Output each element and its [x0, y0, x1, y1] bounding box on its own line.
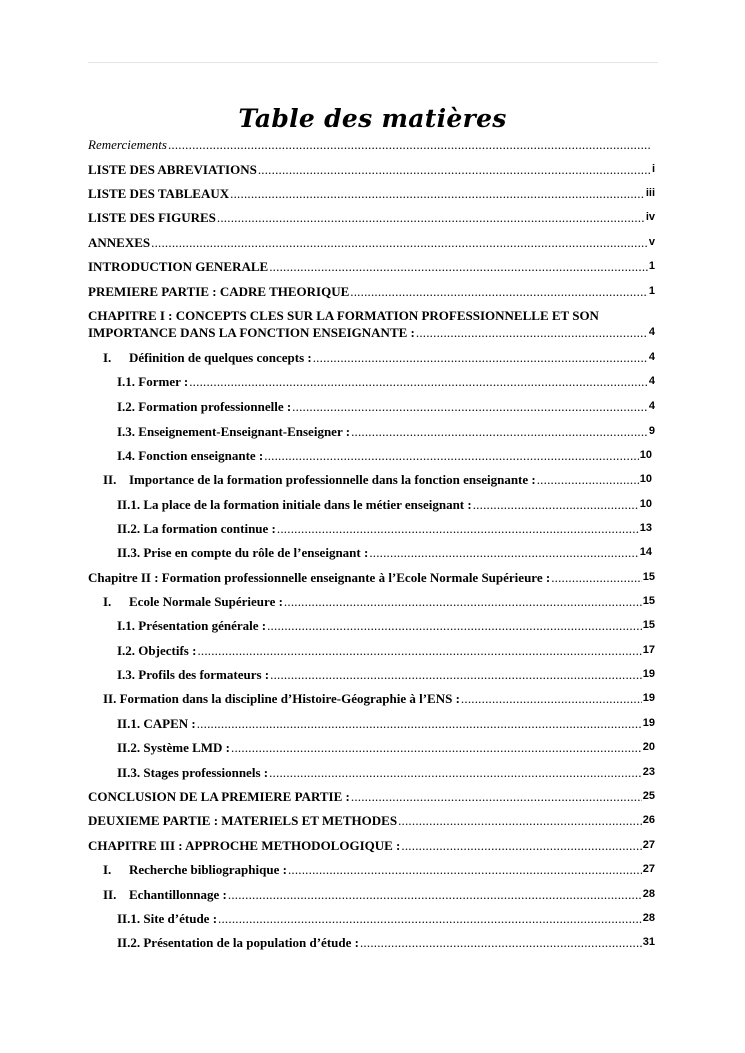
- toc-entry-profils-formateurs[interactable]: [117, 667, 655, 682]
- toc-page-number: 1: [648, 285, 655, 297]
- toc-page-number: 1: [648, 260, 655, 272]
- toc-page-number: 15: [642, 571, 655, 583]
- toc-entry-systeme-lmd[interactable]: [117, 740, 655, 755]
- toc-leader: [401, 838, 641, 853]
- toc-entry-recherche-bibliographique[interactable]: [103, 862, 655, 877]
- page-header-rule: [88, 62, 658, 63]
- toc-entry-number: II.: [103, 887, 117, 902]
- toc-entry-formation-initiale[interactable]: [117, 497, 652, 512]
- toc-entry-label: ANNEXES: [88, 235, 151, 250]
- toc-page-number: 4: [648, 375, 655, 387]
- toc-page-number: 4: [648, 326, 655, 338]
- toc-page-number: 31: [642, 936, 655, 948]
- toc-leader: [351, 789, 642, 804]
- toc-entry-text: Recherche bibliographique :: [129, 862, 287, 877]
- toc-entry-label: II.3. Prise en compte du rôle de l’enseignant :: [117, 545, 369, 560]
- toc-leader: [360, 935, 642, 950]
- toc-entry-importance-formation[interactable]: [103, 472, 652, 487]
- toc-entry-label: II.1. Site d’étude :: [117, 911, 218, 926]
- toc-entry-label: LISTE DES FIGURES: [88, 210, 216, 225]
- toc-entry-chapitre-3[interactable]: [88, 838, 655, 853]
- toc-leader: [258, 162, 651, 177]
- toc-entry-label: [103, 594, 283, 609]
- toc-entry-liste-tableaux[interactable]: [88, 186, 655, 201]
- toc-entry-label: I.1. Former :: [117, 374, 189, 389]
- toc-entry-text: Définition de quelques concepts :: [129, 350, 312, 365]
- toc-entry-label: II.1. CAPEN :: [117, 716, 196, 731]
- toc-entry-label: I.3. Profils des formateurs :: [117, 667, 270, 682]
- toc-entry-liste-figures[interactable]: [88, 210, 655, 225]
- toc-entry-label: Remerciements: [88, 137, 167, 152]
- toc-entry-label: I.4. Fonction enseignante :: [117, 448, 264, 463]
- toc-entry-deuxieme-partie[interactable]: [88, 813, 655, 828]
- toc-page-number: 14: [639, 546, 652, 558]
- toc-leader: [151, 235, 648, 250]
- toc-page-number: 27: [642, 839, 655, 851]
- toc-page-number: iv: [645, 211, 655, 223]
- toc-entry-site-etude[interactable]: [117, 911, 655, 926]
- toc-entry-label: II.2. Système LMD :: [117, 740, 231, 755]
- toc-entry-number: I.: [103, 862, 112, 877]
- toc-entry-formation-professionnelle[interactable]: [117, 399, 655, 414]
- toc-leader: [217, 210, 645, 225]
- toc-leader: [350, 284, 648, 299]
- toc-page-number: 19: [642, 668, 655, 680]
- toc-page-number: 9: [648, 425, 655, 437]
- toc-entry-label: II.2. Présentation de la population d’étude :: [117, 935, 359, 950]
- toc-entry-label: I.2. Formation professionnelle :: [117, 399, 292, 414]
- toc-page-number: 23: [642, 766, 655, 778]
- toc-entry-label: II. Formation dans la discipline d’Histoire-Géographie à l’ENS :: [103, 691, 460, 706]
- toc-entry-liste-abreviations[interactable]: [88, 162, 655, 177]
- toc-entry-enseignement[interactable]: [117, 424, 655, 439]
- toc-entry-conclusion-premiere-partie[interactable]: [88, 789, 655, 804]
- toc-entry-label: I.1. Présentation générale :: [117, 618, 267, 633]
- toc-leader: [231, 740, 642, 755]
- toc-page-number: i: [651, 163, 655, 175]
- toc-page-number: 15: [642, 619, 655, 631]
- toc-entry-label: [103, 887, 227, 902]
- toc-page-number: 10: [639, 473, 652, 485]
- toc-leader: [551, 570, 642, 585]
- toc-leader: [284, 594, 642, 609]
- toc-page-number: 26: [642, 814, 655, 826]
- toc-page-number: 28: [642, 888, 655, 900]
- toc-page-number: 19: [642, 717, 655, 729]
- toc-entry-label-line2: IMPORTANCE DANS LA FONCTION ENSEIGNANTE :: [88, 325, 415, 340]
- toc-page-number: 17: [642, 644, 655, 656]
- toc-entry-label: Chapitre II : Formation professionnelle enseignante à l’Ecole Normale Supérieure :: [88, 570, 551, 585]
- toc-leader: [168, 137, 651, 152]
- toc-entry-label: I.3. Enseignement-Enseignant-Enseigner :: [117, 424, 351, 439]
- toc-leader: [197, 643, 641, 658]
- toc-leader: [197, 716, 642, 731]
- toc-entry-label: PREMIERE PARTIE : CADRE THEORIQUE: [88, 284, 350, 299]
- toc-entry-label: I.2. Objectifs :: [117, 643, 197, 658]
- toc-page-number: iii: [645, 187, 655, 199]
- toc-leader: [288, 862, 642, 877]
- toc-entry-echantillonnage[interactable]: [103, 887, 655, 902]
- toc-entry-label: [103, 350, 312, 365]
- toc-leader: [461, 691, 642, 706]
- toc-entry-text: Ecole Normale Supérieure :: [129, 594, 283, 609]
- toc-entry-label: II.2. La formation continue :: [117, 521, 276, 536]
- toc-leader: [351, 424, 648, 439]
- toc-entry-label: [103, 472, 536, 487]
- toc-entry-label: II.1. La place de la formation initiale dans le métier enseignant :: [117, 497, 472, 512]
- toc-leader: [292, 399, 648, 414]
- toc-entry-premiere-partie[interactable]: [88, 284, 655, 299]
- toc-entry-label: CONCLUSION DE LA PREMIERE PARTIE :: [88, 789, 350, 804]
- toc-entry-label-line1: CHAPITRE I : CONCEPTS CLES SUR LA FORMATION PROFESSIONNELLE ET SON: [88, 308, 599, 323]
- toc-entry-remerciements[interactable]: [88, 137, 652, 152]
- toc-entry-population-etude[interactable]: [117, 935, 655, 950]
- toc-leader: [277, 521, 639, 536]
- toc-entry-chapitre-1[interactable]: [88, 308, 655, 340]
- toc-entry-ecole-normale[interactable]: [103, 594, 655, 609]
- toc-page-number: 10: [639, 498, 652, 510]
- toc-entry-fonction-enseignante[interactable]: [117, 448, 652, 463]
- toc-page-number: 10: [639, 449, 652, 461]
- toc-leader: [270, 667, 642, 682]
- toc-leader: [369, 545, 638, 560]
- toc-entry-number: II.: [103, 472, 117, 487]
- toc-leader: [228, 887, 642, 902]
- toc-entry-objectifs[interactable]: [117, 643, 655, 658]
- toc-entry-formation-histoire-geo[interactable]: [103, 691, 655, 706]
- toc-entry-definition-concepts[interactable]: [103, 350, 655, 365]
- toc-leader: [537, 472, 639, 487]
- toc-leader: [218, 911, 642, 926]
- toc-entry-formation-continue[interactable]: [117, 521, 652, 536]
- toc-leader: [189, 374, 648, 389]
- toc-leader: [416, 325, 648, 340]
- toc-entry-former[interactable]: [117, 374, 655, 389]
- toc-entry-text: Echantillonnage :: [129, 887, 227, 902]
- toc-leader: [313, 350, 648, 365]
- toc-page-number: 4: [648, 351, 655, 363]
- toc-entry-label: LISTE DES ABREVIATIONS: [88, 162, 257, 177]
- toc-page-number: 4: [648, 400, 655, 412]
- toc-leader: [267, 618, 642, 633]
- toc-page-number: 28: [642, 912, 655, 924]
- toc-entry-introduction-generale[interactable]: [88, 259, 655, 274]
- toc-entry-number: I.: [103, 350, 112, 365]
- toc-entry-text: Importance de la formation professionnelle dans la fonction enseignante :: [129, 472, 536, 487]
- toc-page-number: v: [648, 236, 655, 248]
- toc-leader: [398, 813, 642, 828]
- page-title: Table des matières: [238, 104, 507, 133]
- toc-leader: [269, 259, 648, 274]
- toc-leader: [269, 765, 642, 780]
- toc-entry-number: I.: [103, 594, 112, 609]
- toc-entry-chapitre-2[interactable]: [88, 570, 655, 585]
- toc-page-number: 13: [639, 522, 652, 534]
- toc-entry-label: DEUXIEME PARTIE : MATERIELS ET METHODES: [88, 813, 398, 828]
- toc-page-number: 27: [642, 863, 655, 875]
- toc-entry-label: II.3. Stages professionnels :: [117, 765, 269, 780]
- toc-entry-stages-professionnels[interactable]: [117, 765, 655, 780]
- toc-entry-role-enseignant[interactable]: [117, 545, 652, 560]
- toc-page-number: 20: [642, 741, 655, 753]
- toc-entry-presentation-generale[interactable]: [117, 618, 655, 633]
- toc-entry-annexes[interactable]: [88, 235, 655, 250]
- toc-page-number: 19: [642, 692, 655, 704]
- toc-leader: [230, 186, 645, 201]
- toc-page-number: 25: [642, 790, 655, 802]
- toc-entry-label: [103, 862, 287, 877]
- toc-entry-label: LISTE DES TABLEAUX: [88, 186, 230, 201]
- toc-entry-label: CHAPITRE III : APPROCHE METHODOLOGIQUE :: [88, 838, 401, 853]
- toc-leader: [264, 448, 639, 463]
- toc-entry-label: INTRODUCTION GENERALE: [88, 259, 269, 274]
- toc-leader: [473, 497, 639, 512]
- toc-entry-capen[interactable]: [117, 716, 655, 731]
- toc-page-number: 15: [642, 595, 655, 607]
